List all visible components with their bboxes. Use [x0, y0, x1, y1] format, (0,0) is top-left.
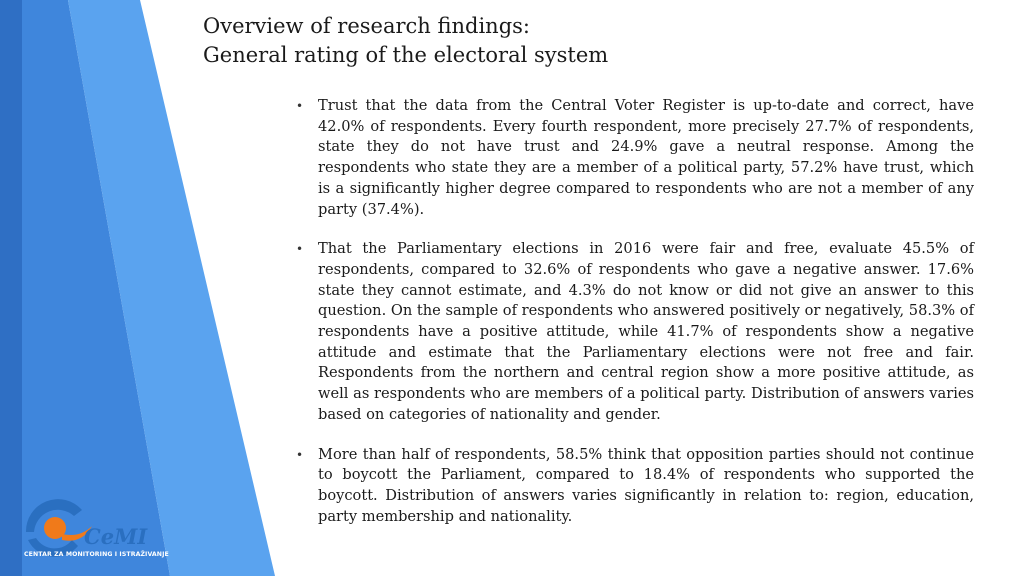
decorative-band-dark [0, 0, 22, 576]
title-line-2: General rating of the electoral system [203, 43, 609, 67]
finding-bullet-2 [296, 239, 974, 425]
slide-title [203, 12, 608, 70]
logo-tagline: CENTAR ZA MONITORING I ISTRAŽIVANJE [24, 551, 169, 558]
bullet-dot-icon: • [296, 99, 304, 113]
logo-wordmark: CeMI [84, 524, 148, 549]
bullet-dot-icon: • [296, 447, 304, 462]
finding-bullet-1 [296, 96, 974, 220]
findings-list [296, 96, 974, 546]
finding-text-2: That the Parliamentary elections in 2016 were fair and free, evaluate 45.5% of respondents, compared to 32.6% of respondents who gave a negative answer. 17.6% state they cannot estimate, and 4.3% do not know or did not give an answer to this question. On the sample of respondents who answered positively or negatively, 58.3% of respondents have a positive attitude, while 41.7% of respondents show a negative attitude and estimate that the Parliamentary elections were not free and fair. Respondents from the northern and central region show a more positive attitude, as well as respondents who are members of a political party. Distribution of answers varies based on categories of nationality and gender. [318, 240, 974, 423]
title-line-1: Overview of research findings: [203, 14, 530, 38]
bullet-dot-icon: • [296, 242, 304, 257]
finding-bullet-3 [296, 445, 974, 528]
finding-text-1: Trust that the data from the Central Voter Register is up-to-date and correct, have 42.0% of respondents. Every fourth respondent, more precisely 27.7% of respondents, state they do not have trust and 24.9% gave a neutral response. Among the respondents who state they are a member of a political party, 57.2% have trust, which is a significantly higher degree compared to respondents who are not a member of any party (37.4%). [318, 97, 974, 218]
finding-text-3: More than half of respondents, 58.5% think that opposition parties should not continue to boycott the Parliament, compared to 18.4% of respondents who supported the boycott. Distribution of answers varies significantly in relation to: region, education, party membership and nationality. [318, 445, 974, 525]
